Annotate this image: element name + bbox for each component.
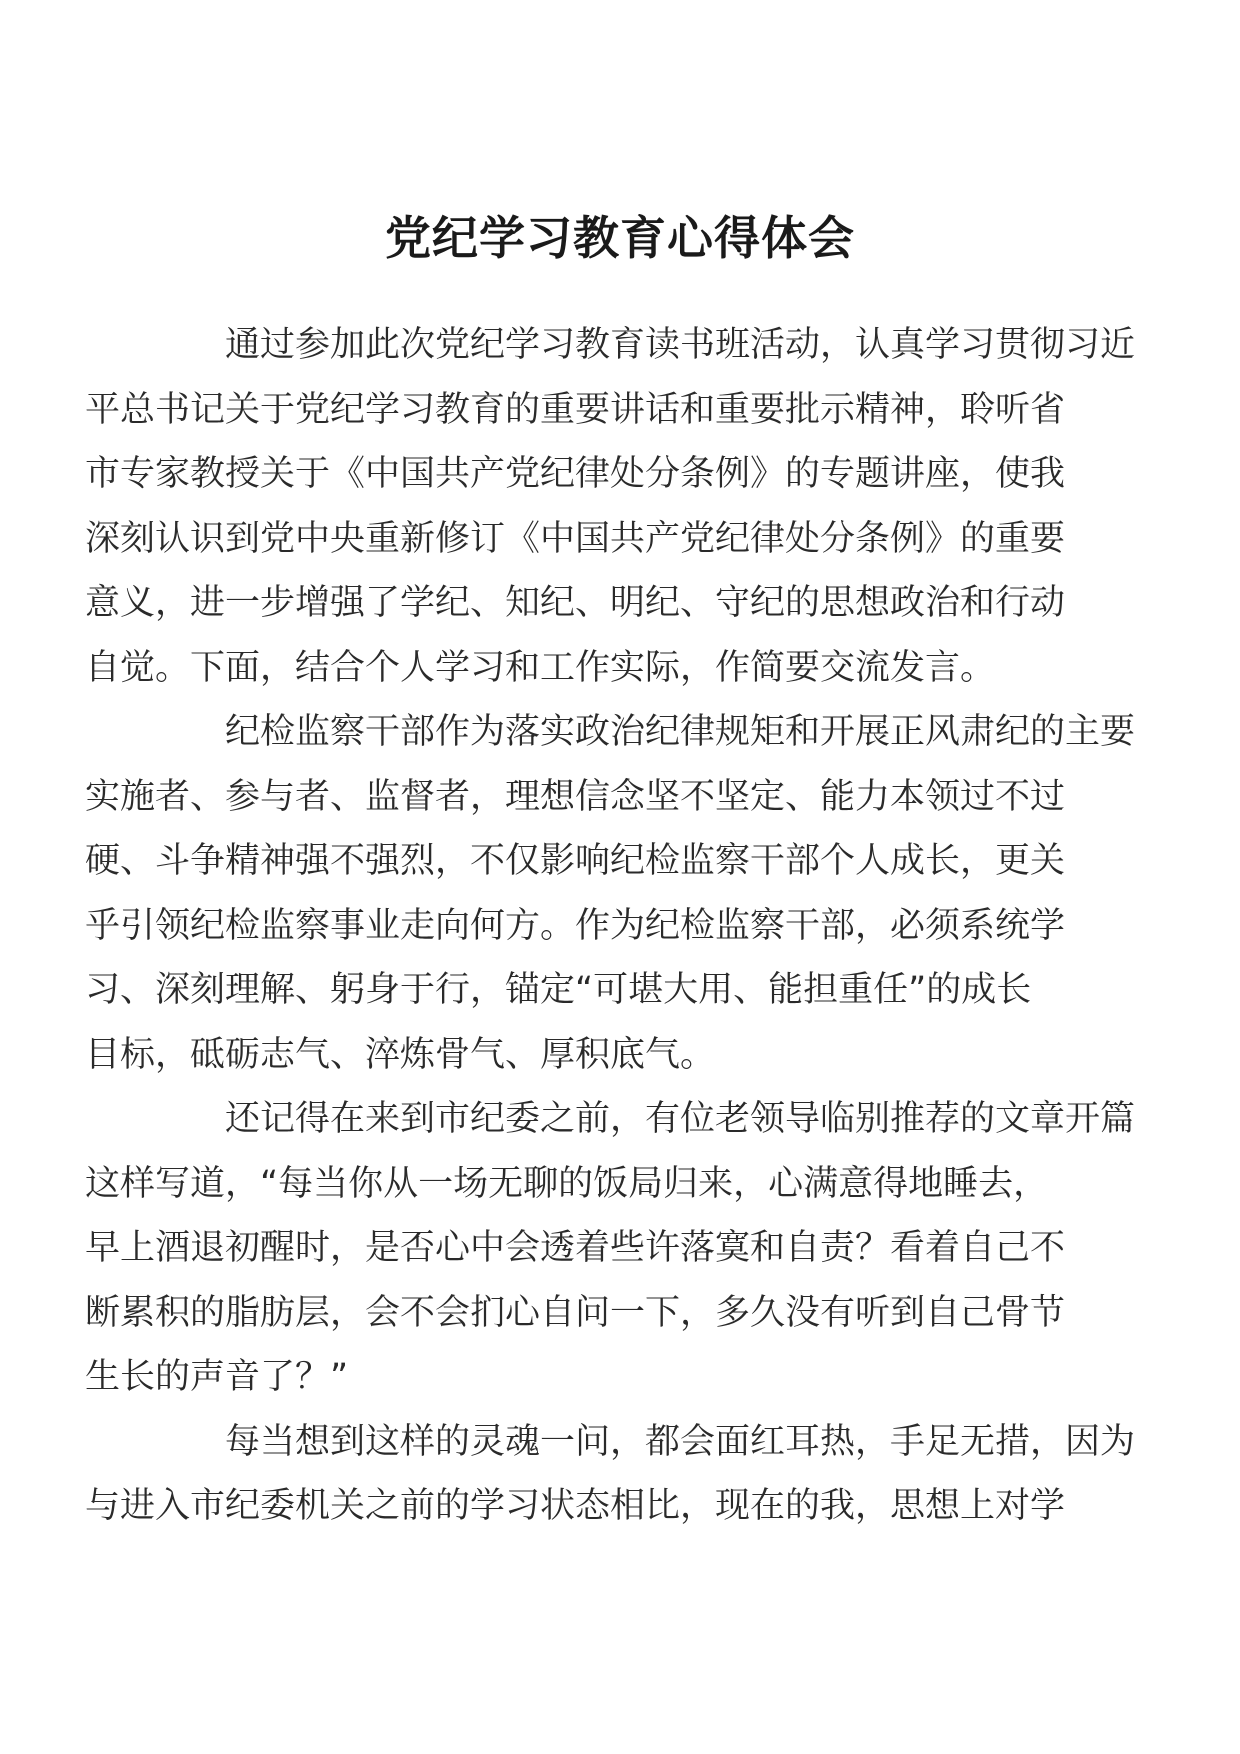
paragraph-2 <box>85 700 1136 1087</box>
paragraph-line: 乎引领纪检监察事业走向何方。作为纪检监察干部，必须系统学 <box>85 905 1066 946</box>
document-title: 党纪学习教育心得体会 <box>385 211 855 265</box>
paragraph-line: 断累积的脂肪层，会不会扪心自问一下，多久没有听到自己骨节 <box>85 1292 1066 1333</box>
paragraph-line: 深刻认识到党中央重新修订《中国共产党纪律处分条例》的重要 <box>85 518 1066 559</box>
paragraph-4 <box>85 1410 1136 1539</box>
paragraph-line: 这样写道，“每当你从一场无聊的饭局归来，心满意得地睡去， <box>85 1163 1049 1204</box>
paragraph-line: 早上酒退初醒时，是否心中会透着些许落寞和自责？看着自己不 <box>85 1228 1066 1268</box>
paragraph-line: 平总书记关于党纪学习教育的重要讲话和重要批示精神，聆听省 <box>85 389 1066 430</box>
paragraph-line: 意义，进一步增强了学纪、知纪、明纪、守纪的思想政治和行动 <box>85 583 1066 623</box>
paragraph-line: 市专家教授关于《中国共产党纪律处分条例》的专题讲座，使我 <box>85 454 1066 494</box>
paragraph-line: 习、深刻理解、躬身于行，锚定“可堪大用、能担重任”的成长 <box>85 970 1032 1010</box>
paragraph-line: 还记得在来到市纪委之前，有位老领导临别推荐的文章开篇 <box>225 1099 1136 1139</box>
paragraph-line: 硬、斗争精神强不强烈，不仅影响纪检监察干部个人成长，更关 <box>85 841 1066 881</box>
paragraph-3 <box>85 1087 1136 1410</box>
paragraph-line: 纪检监察干部作为落实政治纪律规矩和开展正风肃纪的主要 <box>225 712 1136 752</box>
paragraph-line: 目标，砥砺志气、淬炼骨气、厚积底气。 <box>85 1034 716 1075</box>
paragraph-line: 通过参加此次党纪学习教育读书班活动，认真学习贯彻习近 <box>225 325 1136 365</box>
paragraph-line: 生长的声音了？” <box>85 1357 349 1397</box>
paragraph-line: 实施者、参与者、监督者，理想信念坚不坚定、能力本领过不过 <box>85 776 1066 817</box>
document-body <box>85 313 1136 1539</box>
paragraph-line: 与进入市纪委机关之前的学习状态相比，现在的我，思想上对学 <box>85 1486 1066 1526</box>
paragraph-line: 自觉。下面，结合个人学习和工作实际，作简要交流发言。 <box>85 647 996 688</box>
paragraph-1 <box>85 313 1136 700</box>
paragraph-line: 每当想到这样的灵魂一问，都会面红耳热，手足无措，因为 <box>225 1421 1136 1462</box>
